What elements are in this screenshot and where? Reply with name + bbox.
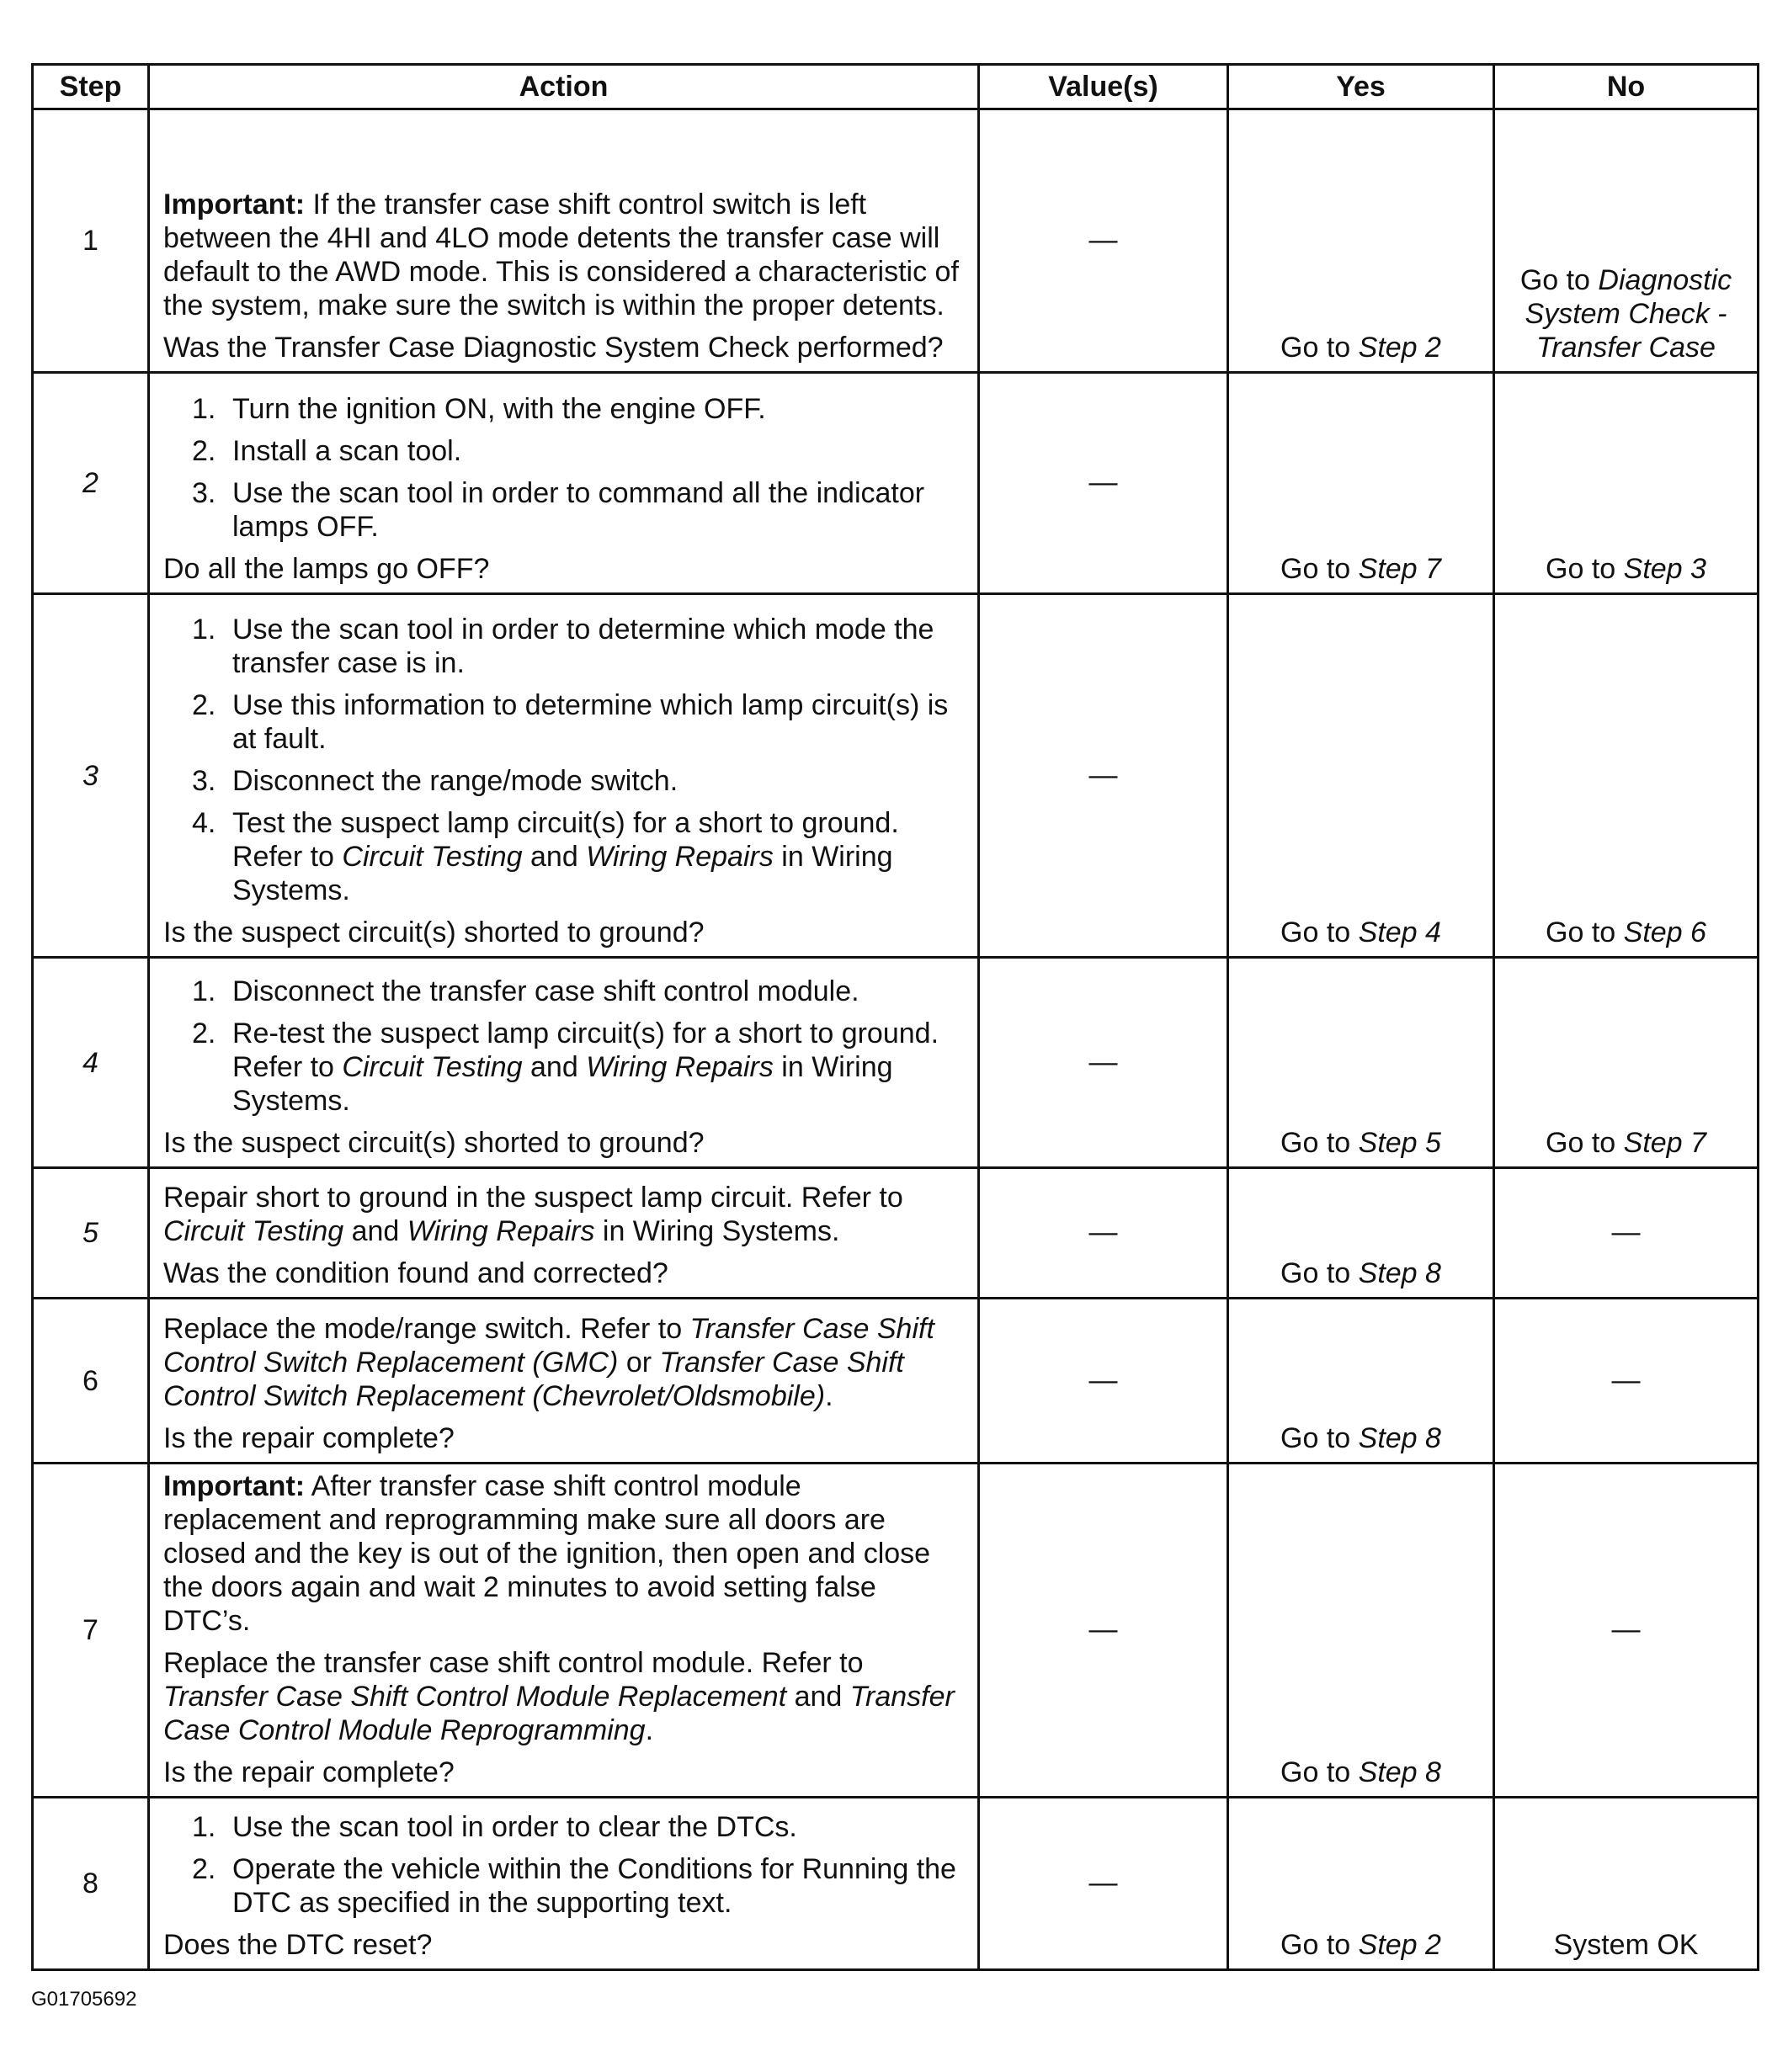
action-text: Replace the transfer case shift control module. Refer to Transfer Case Shift Control Module Replacement and Transfer Case Control Module Reprogramming. (163, 1647, 955, 1746)
action-cell (149, 594, 979, 958)
table-row (33, 373, 1759, 594)
step-link[interactable]: Step 6 (1623, 916, 1706, 948)
list-item: 3. Disconnect the range/mode switch. (192, 765, 678, 797)
table-row (33, 958, 1759, 1168)
step-number: 4 (33, 958, 149, 1168)
value-cell: — (979, 958, 1228, 1168)
no-prefix: Go to (1519, 264, 1599, 296)
step-link[interactable]: Step 8 (1358, 1257, 1441, 1289)
list-item: 1. Use the scan tool in order to determine which mode the transfer case is in. (192, 614, 934, 679)
value-cell: — (979, 109, 1228, 373)
step-number: 3 (33, 594, 149, 958)
no-cell[interactable]: Go to Step 7 (1494, 958, 1759, 1168)
yes-prefix: Go to (1280, 332, 1359, 364)
action-cell (149, 1464, 979, 1798)
step-link[interactable]: Step 2 (1358, 1929, 1441, 1961)
action-text: Repair short to ground in the suspect lamp circuit. Refer to Circuit Testing and Wiring Repairs in Wiring Systems. (163, 1182, 903, 1247)
list-item: 1. Disconnect the transfer case shift control module. (192, 975, 859, 1007)
value-cell: — (979, 1798, 1228, 1970)
step-number: 2 (33, 373, 149, 594)
circuit-testing-link[interactable]: Circuit Testing (163, 1215, 344, 1247)
question-text: Was the condition found and corrected? (163, 1257, 668, 1289)
list-item: 1. Use the scan tool in order to clear the DTCs. (192, 1811, 797, 1843)
no-cell: — (1494, 1168, 1759, 1299)
question-text: Was the Transfer Case Diagnostic System Check performed? (163, 332, 944, 364)
step-number: 6 (33, 1299, 149, 1464)
switch-replacement-gmc-link[interactable]: Transfer Case Shift Control Switch Replacement (GMC) (163, 1313, 934, 1379)
wiring-repairs-link[interactable]: Wiring Repairs (586, 1051, 774, 1083)
step-number: 7 (33, 1464, 149, 1798)
yes-cell[interactable]: Go to Step 8 (1228, 1464, 1494, 1798)
list-item: 2. Operate the vehicle within the Conditions for Running the DTC as specified in the supporting text. (192, 1853, 956, 1919)
action-cell (149, 1168, 979, 1299)
figure-id: G01705692 (31, 1988, 137, 2011)
table-row (33, 1798, 1759, 1970)
circuit-testing-link[interactable]: Circuit Testing (342, 1051, 523, 1083)
no-cell[interactable]: Go to Step 6 (1494, 594, 1759, 958)
value-cell: — (979, 594, 1228, 958)
action-cell (149, 109, 979, 373)
wiring-repairs-link[interactable]: Wiring Repairs (586, 841, 774, 873)
question-text: Does the DTC reset? (163, 1929, 433, 1961)
step-number: 5 (33, 1168, 149, 1299)
action-list (163, 975, 964, 1118)
list-item: 1. Turn the ignition ON, with the engine OFF. (192, 393, 766, 425)
question-text: Do all the lamps go OFF? (163, 553, 490, 585)
important-label: Important: (163, 1470, 306, 1502)
yes-cell[interactable]: Go to Step 8 (1228, 1299, 1494, 1464)
list-item: 3. Use the scan tool in order to command all the indicator lamps OFF. (192, 477, 925, 543)
question-text: Is the repair complete? (163, 1422, 455, 1454)
switch-replacement-chevrolet-link[interactable]: Transfer Case Shift Control Switch Replacement (Chevrolet/Oldsmobile) (163, 1347, 904, 1412)
value-cell: — (979, 373, 1228, 594)
table-row (33, 1168, 1759, 1299)
header-step: Step (33, 65, 149, 109)
yes-cell[interactable]: Go to Step 5 (1228, 958, 1494, 1168)
no-cell: System OK (1494, 1798, 1759, 1970)
header-values: Value(s) (979, 65, 1228, 109)
diagnostic-table (31, 63, 1759, 1971)
list-item: 2. Use this information to determine which lamp circuit(s) is at fault. (192, 689, 949, 755)
list-item: 2. Install a scan tool. (192, 435, 462, 467)
action-list (163, 613, 964, 907)
yes-cell[interactable]: Go to Step 4 (1228, 594, 1494, 958)
action-list (163, 392, 964, 544)
step-number: 8 (33, 1798, 149, 1970)
header-yes: Yes (1228, 65, 1494, 109)
table-row (33, 594, 1759, 958)
yes-cell[interactable]: Go to Step 2 (1228, 1798, 1494, 1970)
table-row (33, 109, 1759, 373)
yes-cell[interactable] (1228, 109, 1494, 373)
yes-cell[interactable]: Go to Step 7 (1228, 373, 1494, 594)
list-item: 2. Re-test the suspect lamp circuit(s) for a short to ground. Refer to Circuit Testing and Wiring Repairs in Wiring Systems. (192, 1017, 939, 1117)
step-link[interactable]: Step 4 (1358, 916, 1441, 948)
important-text: If the transfer case shift control switch is left between the 4HI and 4LO mode detents the transfer case will default to the AWD mode. This is considered a characteristic of the system, make sure the switch is within the proper detents. (163, 189, 959, 321)
header-no: No (1494, 65, 1759, 109)
action-cell (149, 1299, 979, 1464)
table-row (33, 1299, 1759, 1464)
step-link[interactable]: Step 3 (1623, 553, 1706, 585)
no-cell[interactable]: Go to Step 3 (1494, 373, 1759, 594)
important-label: Important: (163, 189, 306, 220)
header-action: Action (149, 65, 979, 109)
question-text: Is the repair complete? (163, 1756, 455, 1788)
yes-cell[interactable]: Go to Step 8 (1228, 1168, 1494, 1299)
procedure-link[interactable]: Diagnostic System Check - Transfer Case (1525, 264, 1732, 364)
list-item: 4. Test the suspect lamp circuit(s) for a short to ground. Refer to Circuit Testing and Wiring Repairs in Wiring Systems. (192, 807, 899, 906)
action-cell (149, 373, 979, 594)
step-link[interactable]: Step 2 (1358, 332, 1441, 364)
important-note: Important: After transfer case shift control module replacement and reprogramming make sure all doors are closed and the key is out of the ignition, then open and close the doors again and wait 2 minutes to avoid setting false DTC’s. (163, 1470, 931, 1637)
table-header-row (33, 65, 1759, 109)
module-replacement-link[interactable]: Transfer Case Shift Control Module Replacement (163, 1681, 787, 1713)
step-link[interactable]: Step 8 (1358, 1422, 1441, 1454)
value-cell: — (979, 1299, 1228, 1464)
step-link[interactable]: Step 7 (1358, 553, 1441, 585)
value-cell: — (979, 1168, 1228, 1299)
action-text: Replace the mode/range switch. Refer to Transfer Case Shift Control Switch Replacement (GMC) or Transfer Case Shift Control Switch Replacement (Chevrolet/Oldsmobile). (163, 1313, 934, 1412)
step-link[interactable]: Step 5 (1358, 1127, 1441, 1159)
table-row (33, 1464, 1759, 1798)
step-number: 1 (33, 109, 149, 373)
no-cell[interactable] (1494, 109, 1759, 373)
step-link[interactable]: Step 8 (1358, 1756, 1441, 1788)
module-reprogramming-link[interactable]: Transfer Case Control Module Reprogramming (163, 1681, 955, 1746)
no-cell: — (1494, 1464, 1759, 1798)
action-list (163, 1810, 964, 1920)
question-text: Is the suspect circuit(s) shorted to ground? (163, 916, 705, 948)
important-note (163, 188, 964, 322)
wiring-repairs-link[interactable]: Wiring Repairs (407, 1215, 595, 1247)
no-cell: — (1494, 1299, 1759, 1464)
question-text: Is the suspect circuit(s) shorted to ground? (163, 1127, 705, 1159)
action-cell (149, 958, 979, 1168)
value-cell: — (979, 1464, 1228, 1798)
circuit-testing-link[interactable]: Circuit Testing (342, 841, 523, 873)
step-link[interactable]: Step 7 (1623, 1127, 1706, 1159)
action-cell (149, 1798, 979, 1970)
